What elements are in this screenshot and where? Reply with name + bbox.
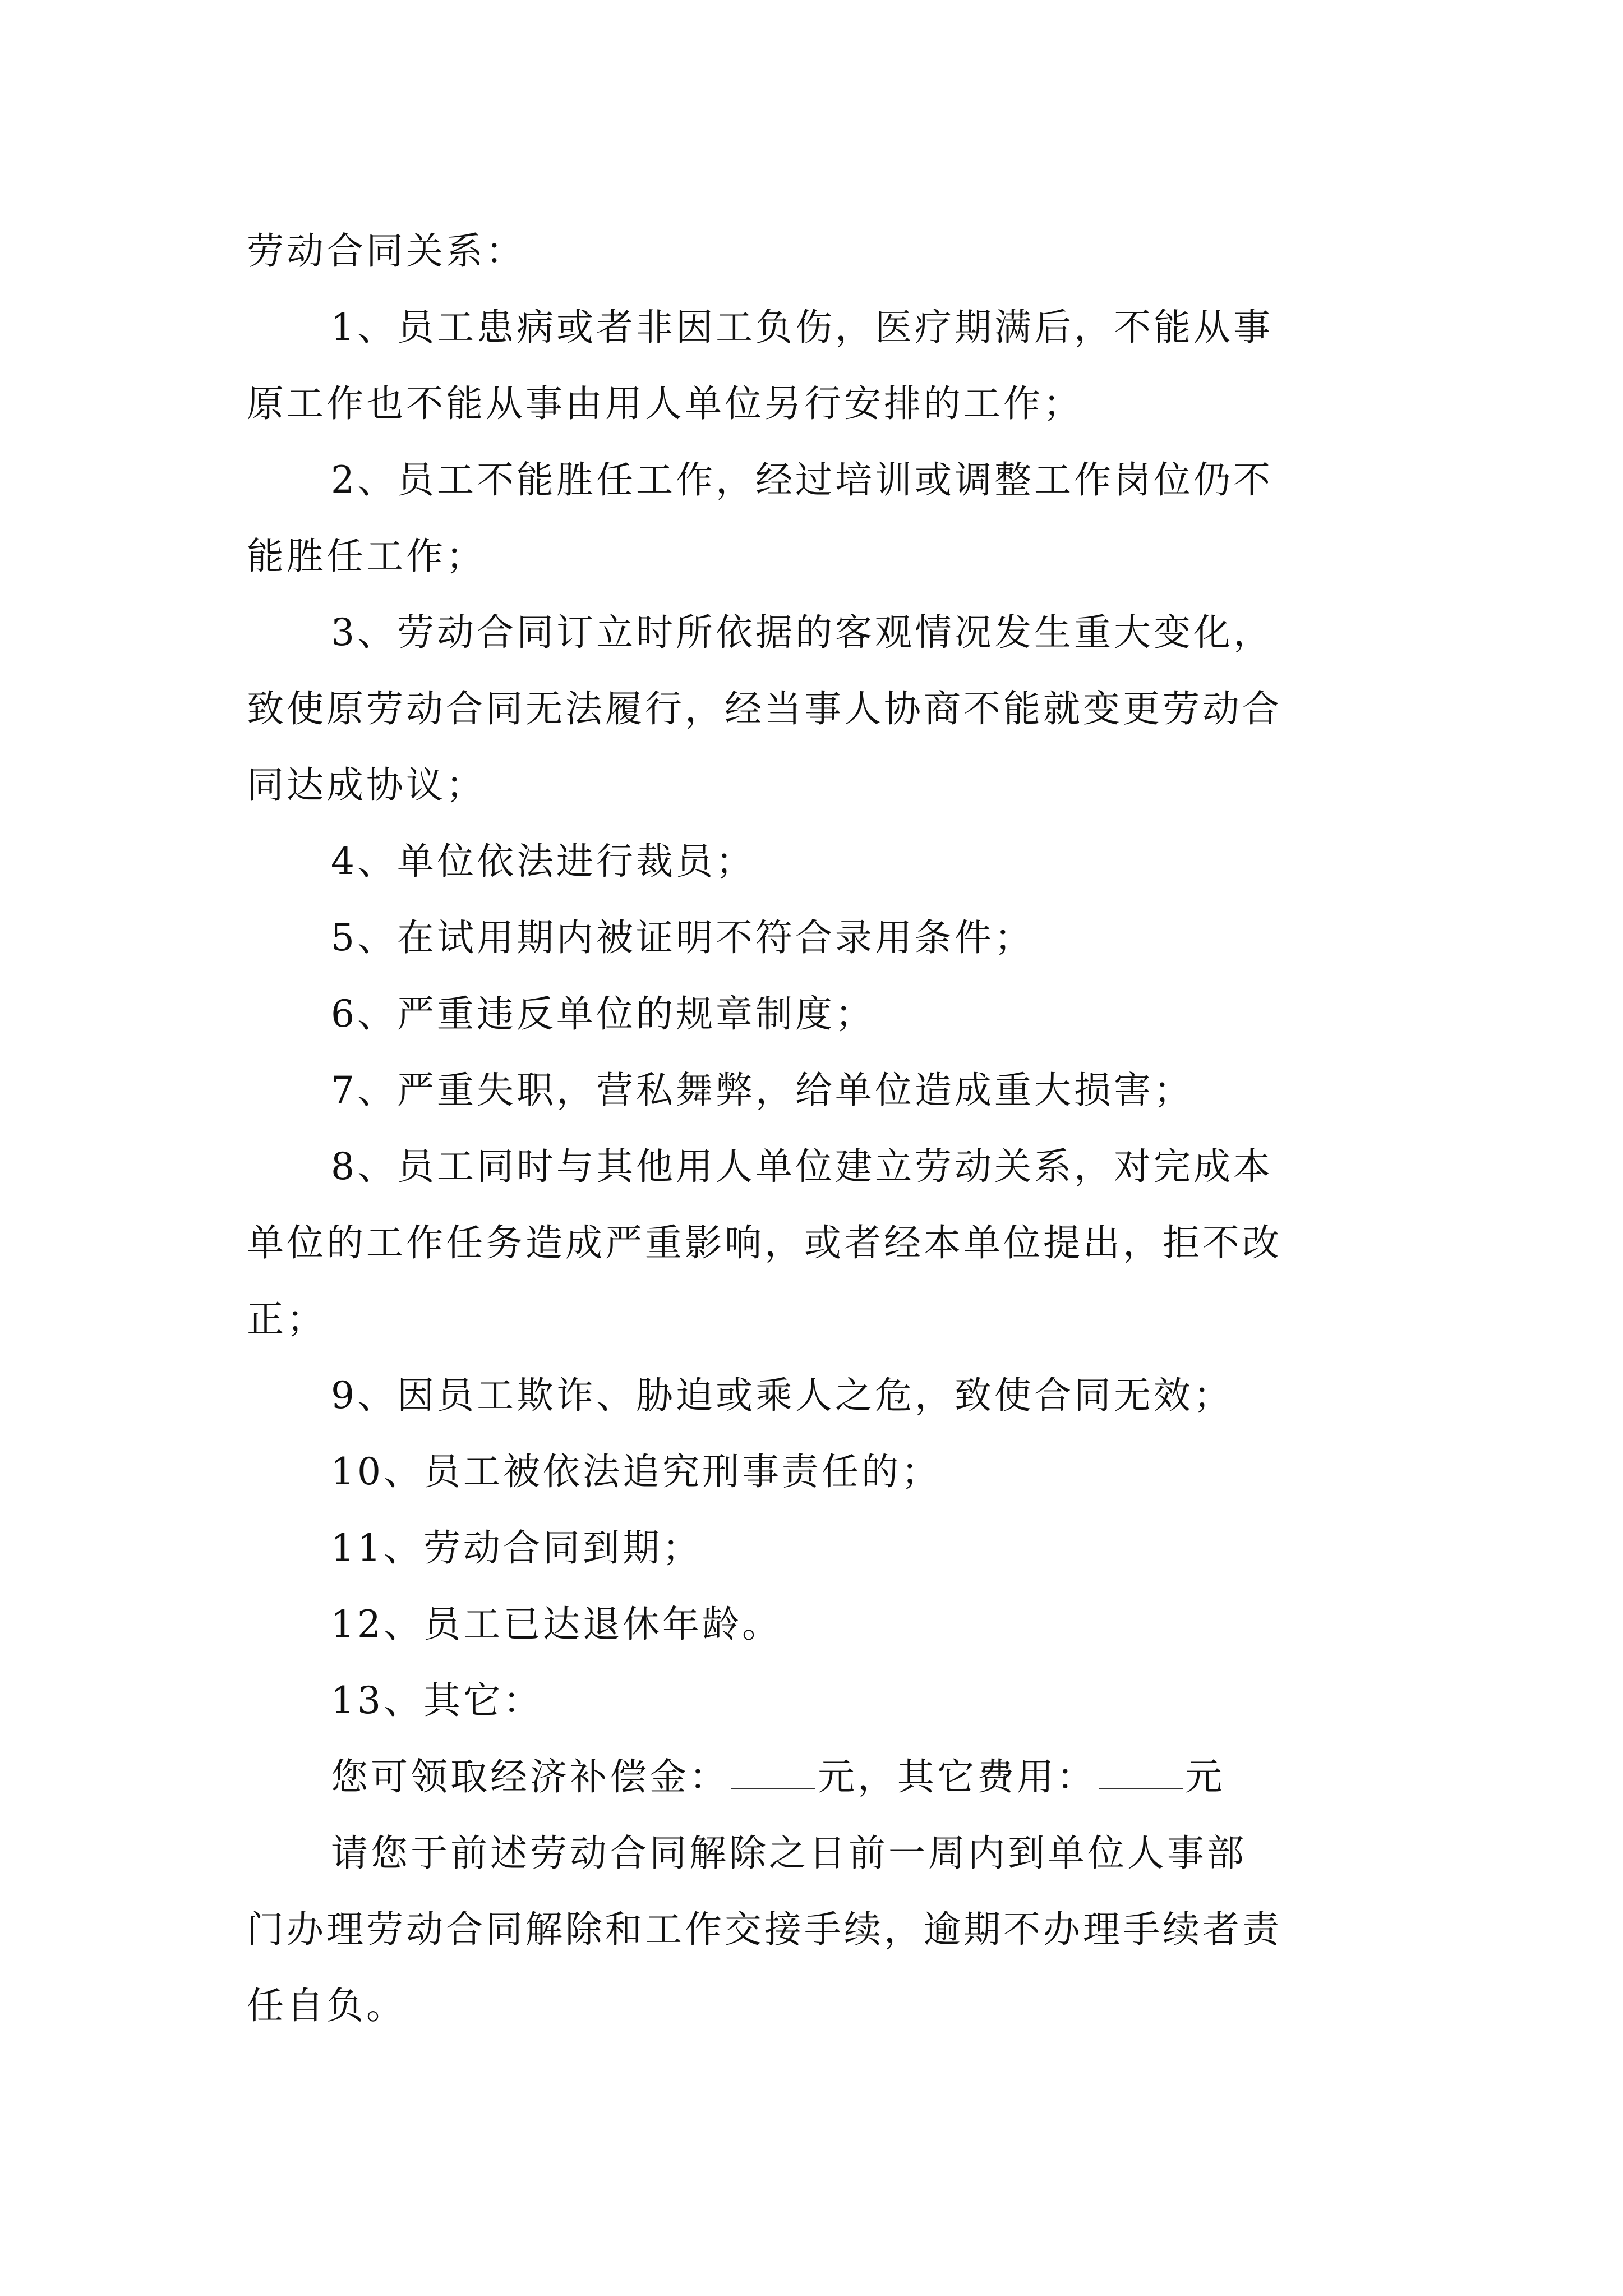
clause-10: 10、员工被依法追究刑事责任的； xyxy=(331,1450,941,1493)
clause-13: 13、其它： xyxy=(331,1679,543,1722)
clause-7: 7、严重失职，营私舞弊，给单位造成重大损害； xyxy=(331,1069,1193,1112)
closing-line-2: 门办理劳动合同解除和工作交接手续，逾期不办理手续者责 xyxy=(247,1908,1282,1951)
clause-3-line-3: 同达成协议； xyxy=(247,763,486,807)
clause-2-line-2: 能胜任工作； xyxy=(247,535,486,578)
clause-4: 4、单位依法进行裁员； xyxy=(331,840,755,883)
clause-1-line-2: 原工作也不能从事由用人单位另行安排的工作； xyxy=(247,382,1083,425)
document-page xyxy=(247,213,1391,2044)
clause-6: 6、严重违反单位的规章制度； xyxy=(331,992,875,1036)
closing-line-1: 请您于前述劳动合同解除之日前一周内到单位人事部 xyxy=(331,1832,1247,1875)
clause-2-line-1: 2、员工不能胜任工作，经过培训或调整工作岗位仍不 xyxy=(331,458,1273,501)
compensation-label: 您可领取经济补偿金： xyxy=(331,1755,729,1798)
clause-8-line-2: 单位的工作任务造成严重影响，或者经本单位提出，拒不改 xyxy=(247,1221,1282,1264)
clause-8-line-1: 8、员工同时与其他用人单位建立劳动关系，对完成本 xyxy=(331,1145,1273,1188)
clause-3-line-1: 3、劳动合同订立时所依据的客观情况发生重大变化， xyxy=(331,611,1273,654)
text-line-intro: 劳动合同关系： xyxy=(247,229,525,273)
compensation-line xyxy=(247,1739,1391,1815)
clause-3-line-2: 致使原劳动合同无法履行，经当事人协商不能就变更劳动合 xyxy=(247,687,1282,730)
clause-11: 11、劳动合同到期； xyxy=(331,1526,702,1570)
other-fees-unit: 元 xyxy=(1185,1755,1225,1798)
other-fees-blank xyxy=(1099,1756,1183,1789)
closing-line-3: 任自负。 xyxy=(247,1984,406,2027)
clause-8-line-3: 正； xyxy=(247,1297,326,1341)
clause-5: 5、在试用期内被证明不符合录用条件； xyxy=(331,916,1034,959)
compensation-amount-blank xyxy=(731,1756,815,1789)
clause-12: 12、员工已达退休年龄。 xyxy=(331,1603,782,1646)
clause-9: 9、因员工欺诈、胁迫或乘人之危，致使合同无效； xyxy=(331,1374,1233,1417)
clause-1-line-1: 1、员工患病或者非因工负伤，医疗期满后，不能从事 xyxy=(331,306,1273,349)
compensation-unit-other: 元，其它费用： xyxy=(818,1755,1096,1798)
